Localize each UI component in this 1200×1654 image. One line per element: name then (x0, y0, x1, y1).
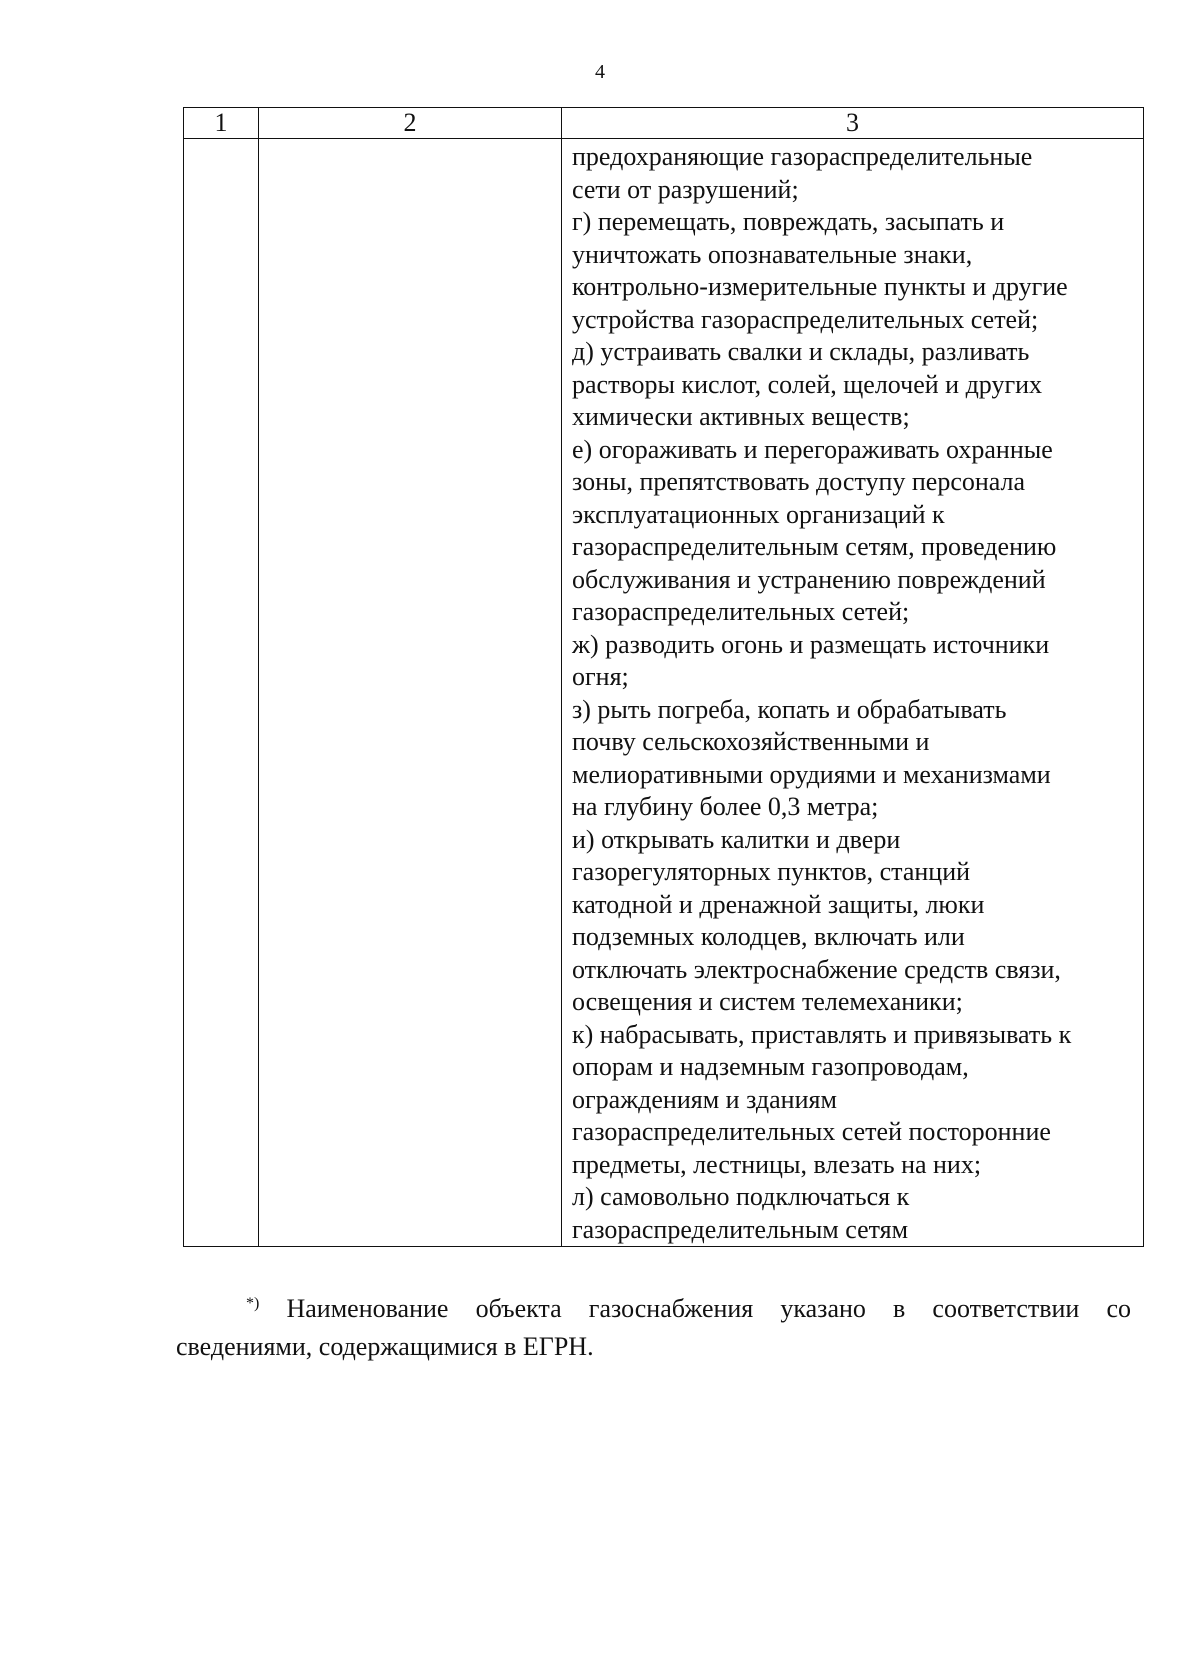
list-line: д) устраивать свалки и склады, разливать (572, 337, 1030, 366)
table-cell-col1 (184, 139, 259, 1247)
list-line: опорам и надземным газопроводам, (572, 1052, 969, 1081)
column-header-1: 1 (184, 108, 259, 139)
column-header-3: 3 (562, 108, 1144, 139)
list-line: устройства газораспределительных сетей; (572, 304, 1039, 334)
footnote (176, 1290, 1131, 1366)
footnote-text-1: Наименование объекта газоснабжения указано в соответствии со (286, 1294, 1132, 1323)
list-line: отключать электроснабжение средств связи, (572, 954, 1061, 984)
document-table (183, 107, 1144, 1247)
list-line: газораспределительным сетям (572, 1214, 909, 1244)
list-line: уничтожать опознавательные знаки, (572, 239, 973, 269)
page-number: 4 (595, 61, 605, 83)
list-line: е) огораживать и перегораживать охранные (572, 434, 1053, 464)
list-line: л) самовольно подключаться к (572, 1182, 910, 1211)
list-line: катодной и дренажной защиты, люки (572, 889, 985, 919)
table-cell-col3 (562, 139, 1144, 1247)
list-line: на глубину более 0,3 метра; (572, 792, 879, 821)
list-line: эксплуатационных организаций к (572, 499, 945, 529)
list-line: газораспределительных сетей посторонние (572, 1117, 1051, 1146)
list-line: и) открывать калитки и двери (572, 824, 901, 854)
list-line: химически активных веществ; (572, 402, 910, 431)
list-line: газораспределительных сетей; (572, 597, 910, 626)
prohibitions-list (562, 139, 1143, 1246)
list-line: газорегуляторных пунктов, станций (572, 857, 971, 886)
list-line: предохраняющие газораспределительные (572, 142, 1033, 171)
list-line: мелиоративными орудиями и механизмами (572, 759, 1051, 789)
table-row (184, 139, 1144, 1247)
cell-text-col1 (184, 139, 258, 141)
list-line: зоны, препятствовать доступу персонала (572, 467, 1026, 496)
footnote-marker: *) (246, 1295, 260, 1312)
footnote-line-2: сведениями, содержащимися в ЕГРН. (176, 1332, 594, 1361)
list-line: контрольно-измерительные пункты и другие (572, 272, 1068, 301)
list-line: ж) разводить огонь и размещать источники (572, 629, 1050, 659)
list-line: растворы кислот, солей, щелочей и других (572, 369, 1043, 399)
column-header-2: 2 (259, 108, 562, 139)
list-line: освещения и систем телемеханики; (572, 987, 963, 1016)
list-line: з) рыть погреба, копать и обрабатывать (572, 694, 1007, 724)
list-line: обслуживания и устранению повреждений (572, 564, 1046, 594)
list-line: к) набрасывать, приставлять и привязывать к (572, 1019, 1072, 1049)
footnote-line-1 (176, 1290, 1131, 1328)
table-cell-col2 (259, 139, 562, 1247)
list-line: подземных колодцев, включать или (572, 922, 965, 951)
list-line: газораспределительным сетям, проведению (572, 532, 1057, 561)
list-line: г) перемещать, повреждать, засыпать и (572, 207, 1005, 236)
list-line: огня; (572, 662, 629, 691)
table-header-row (184, 108, 1144, 139)
list-line: почву сельскохозяйственными и (572, 727, 930, 756)
list-line: ограждениям и зданиям (572, 1084, 837, 1114)
list-line: предметы, лестницы, влезать на них; (572, 1149, 982, 1179)
cell-text-col2 (259, 139, 561, 141)
list-line: сети от разрушений; (572, 174, 799, 204)
